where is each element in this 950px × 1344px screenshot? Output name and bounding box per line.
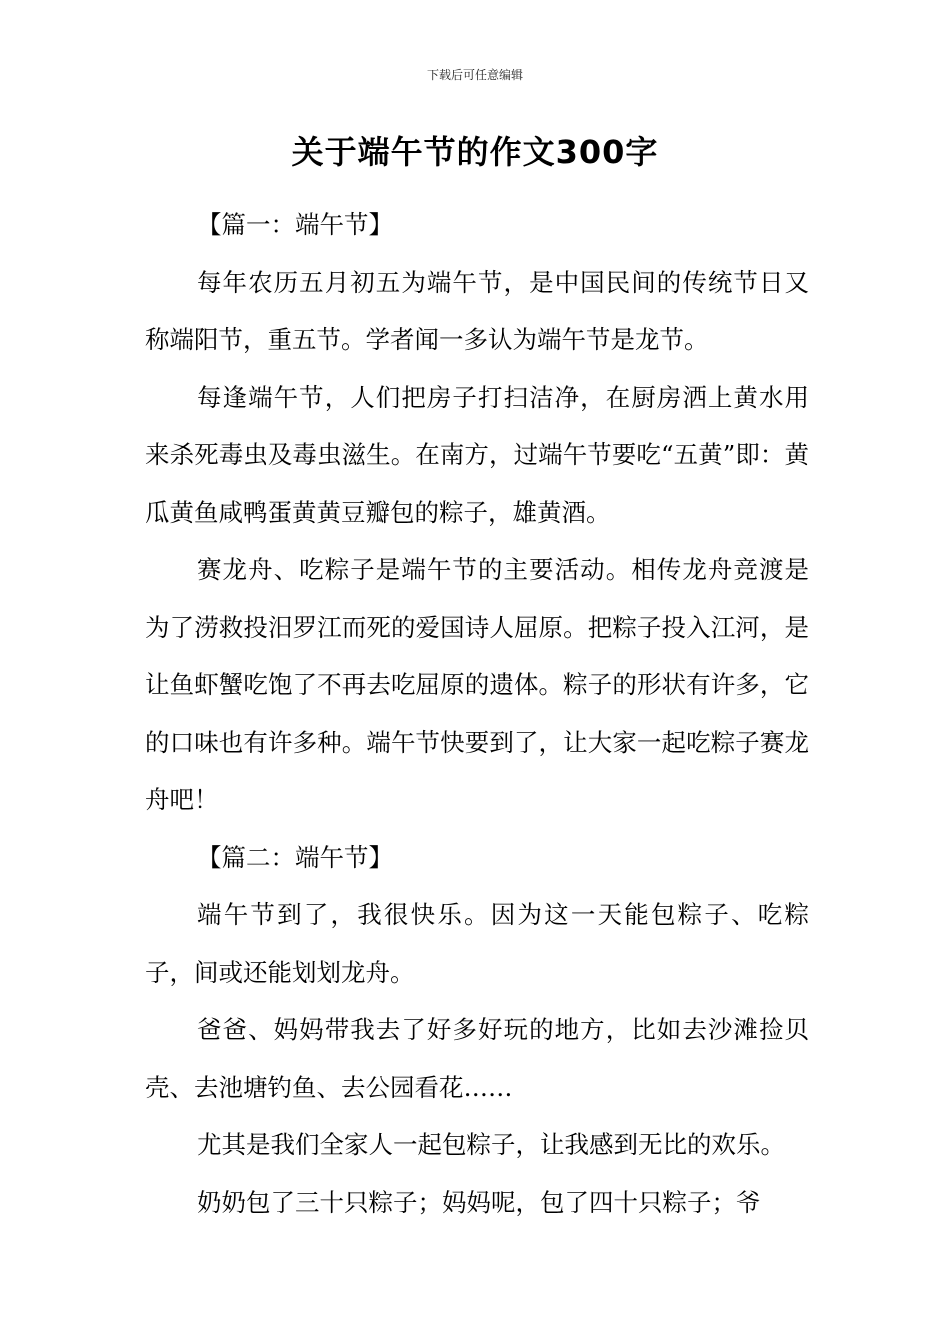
paragraph: 尤其是我们全家人一起包粽子，让我感到无比的欢乐。: [197, 1130, 785, 1159]
header-note: 下载后可任意编辑: [426, 68, 523, 82]
section-heading-1: 【篇一：端午节】: [197, 210, 393, 239]
paragraph: 端午节到了，我很快乐。因为这一天能包粽子、吃粽子，间或还能划划龙舟。: [145, 900, 809, 987]
paragraph: 每逢端午节，人们把房子打扫洁净，在厨房洒上黄水用来杀死毒虫及毒虫滋生。在南方，过端午节要吃“五黄”即：黄瓜黄鱼咸鸭蛋黄黄豆瓣包的粽子，雄黄酒。: [145, 382, 809, 527]
paragraph: 奶奶包了三十只粽子；妈妈呢，包了四十只粽子；爷: [197, 1187, 761, 1217]
section-heading-2: 【篇二：端午节】: [197, 842, 393, 872]
paragraph: 爸爸、妈妈带我去了好多好玩的地方，比如去沙滩捡贝壳、去池塘钓鱼、去公园看花……: [145, 1015, 809, 1102]
paragraph: 赛龙舟、吃粽子是端午节的主要活动。相传龙舟竞渡是为了涝救投汨罗江而死的爱国诗人屈原。把粽子投入江河，是让鱼虾蟹吃饱了不再去吃屈原的遗体。粽子的形状有许多，它的口味也有许多种。端午节快要到了，让大家一起吃粽子赛龙舟吧！: [145, 555, 809, 814]
paragraph: 每年农历五月初五为端午节，是中国民间的传统节日又称端阳节，重五节。学者闻一多认为端午节是龙节。: [145, 267, 809, 354]
document-body: [145, 196, 809, 1231]
document-title: 关于端午节的作文300字: [291, 133, 659, 171]
